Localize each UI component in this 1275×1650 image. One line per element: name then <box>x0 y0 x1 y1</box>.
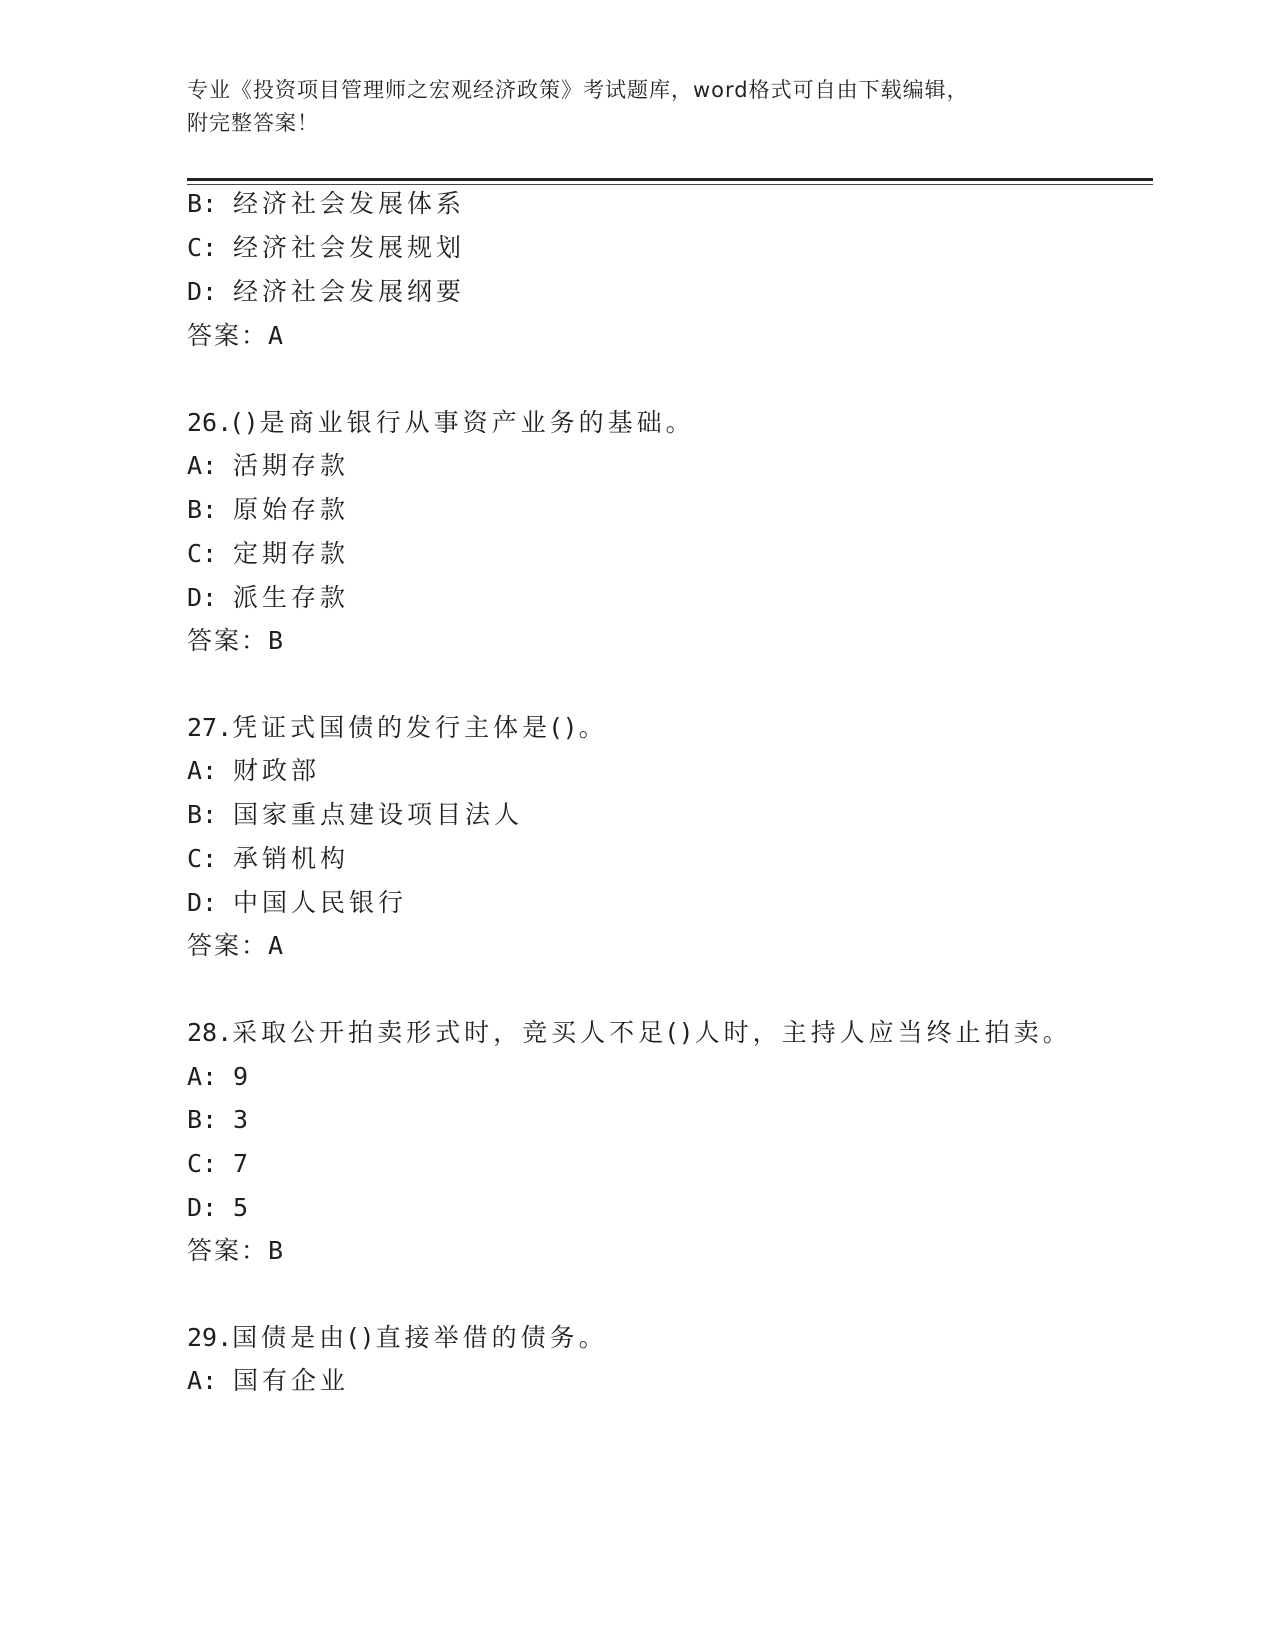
option-text: 5 <box>233 1193 249 1222</box>
option-text: 国有企业 <box>233 1366 350 1395</box>
option-text: 定期存款 <box>233 539 350 568</box>
q26-option-c <box>187 537 349 571</box>
option-text: 经济社会发展体系 <box>233 189 466 218</box>
answer-label: 答案： <box>187 626 269 655</box>
q26-option-a <box>187 449 349 483</box>
answer-value: B <box>268 1236 284 1265</box>
option-text: 承销机构 <box>233 844 350 873</box>
q29-option-a <box>187 1364 349 1398</box>
option-text: 活期存款 <box>233 451 350 480</box>
q25-option-b <box>187 187 465 221</box>
option-label: D: <box>187 277 218 306</box>
answer-value: A <box>268 931 284 960</box>
option-label: C: <box>187 844 218 873</box>
q26-option-b <box>187 493 349 527</box>
q25-option-d <box>187 275 465 309</box>
option-text: 3 <box>233 1105 249 1134</box>
document-header <box>187 74 1087 140</box>
q25-option-c <box>187 231 465 265</box>
option-label: C: <box>187 233 218 262</box>
q27-option-a <box>187 754 320 788</box>
option-text: 财政部 <box>233 756 321 785</box>
answer-label: 答案： <box>187 931 269 960</box>
option-text: 原始存款 <box>233 495 350 524</box>
option-label: A: <box>187 451 218 480</box>
q29-question <box>187 1321 608 1355</box>
option-label: A: <box>187 1366 218 1395</box>
q28-option-a <box>187 1060 248 1094</box>
header-divider-thick <box>187 178 1153 181</box>
option-label: C: <box>187 1149 218 1178</box>
q28-option-b <box>187 1103 248 1137</box>
option-label: D: <box>187 583 218 612</box>
answer-value: B <box>268 626 284 655</box>
option-label: D: <box>187 888 218 917</box>
q25-answer <box>187 319 283 353</box>
q28-option-c <box>187 1147 248 1181</box>
question-text: 凭证式国债的发行主体是()。 <box>232 713 608 742</box>
option-label: C: <box>187 539 218 568</box>
question-number: 28. <box>187 1018 233 1047</box>
header-line-1: 专业《投资项目管理师之宏观经济政策》考试题库，word格式可自由下载编辑， <box>187 78 969 102</box>
option-label: B: <box>187 495 218 524</box>
question-text: 国债是由()直接举借的债务。 <box>232 1323 608 1352</box>
option-label: A: <box>187 756 218 785</box>
option-label: B: <box>187 1105 218 1134</box>
header-divider-thin <box>187 184 1153 185</box>
question-number: 29. <box>187 1323 233 1352</box>
option-label: B: <box>187 800 218 829</box>
option-text: 7 <box>233 1149 249 1178</box>
question-number: 26. <box>187 408 233 437</box>
q27-option-d <box>187 886 407 920</box>
q27-option-b <box>187 798 523 832</box>
q28-question <box>187 1016 1072 1050</box>
q27-option-c <box>187 842 349 876</box>
q27-answer <box>187 929 283 963</box>
q26-question <box>187 406 695 440</box>
option-text: 中国人民银行 <box>233 888 408 917</box>
option-text: 9 <box>233 1062 249 1091</box>
q27-question <box>187 711 608 745</box>
option-text: 经济社会发展纲要 <box>233 277 466 306</box>
q26-answer <box>187 624 283 658</box>
q28-answer <box>187 1234 283 1268</box>
option-text: 经济社会发展规划 <box>233 233 466 262</box>
option-label: A: <box>187 1062 218 1091</box>
header-line-2: 附完整答案！ <box>187 111 319 135</box>
question-text: 采取公开拍卖形式时，竞买人不足()人时，主持人应当终止拍卖。 <box>232 1018 1072 1047</box>
question-number: 27. <box>187 713 233 742</box>
answer-value: A <box>268 321 284 350</box>
answer-label: 答案： <box>187 321 269 350</box>
q26-option-d <box>187 581 349 615</box>
option-label: B: <box>187 189 218 218</box>
answer-label: 答案： <box>187 1236 269 1265</box>
option-text: 派生存款 <box>233 583 350 612</box>
q28-option-d <box>187 1191 248 1225</box>
option-label: D: <box>187 1193 218 1222</box>
option-text: 国家重点建设项目法人 <box>233 800 524 829</box>
question-text: ()是商业银行从事资产业务的基础。 <box>232 408 695 437</box>
